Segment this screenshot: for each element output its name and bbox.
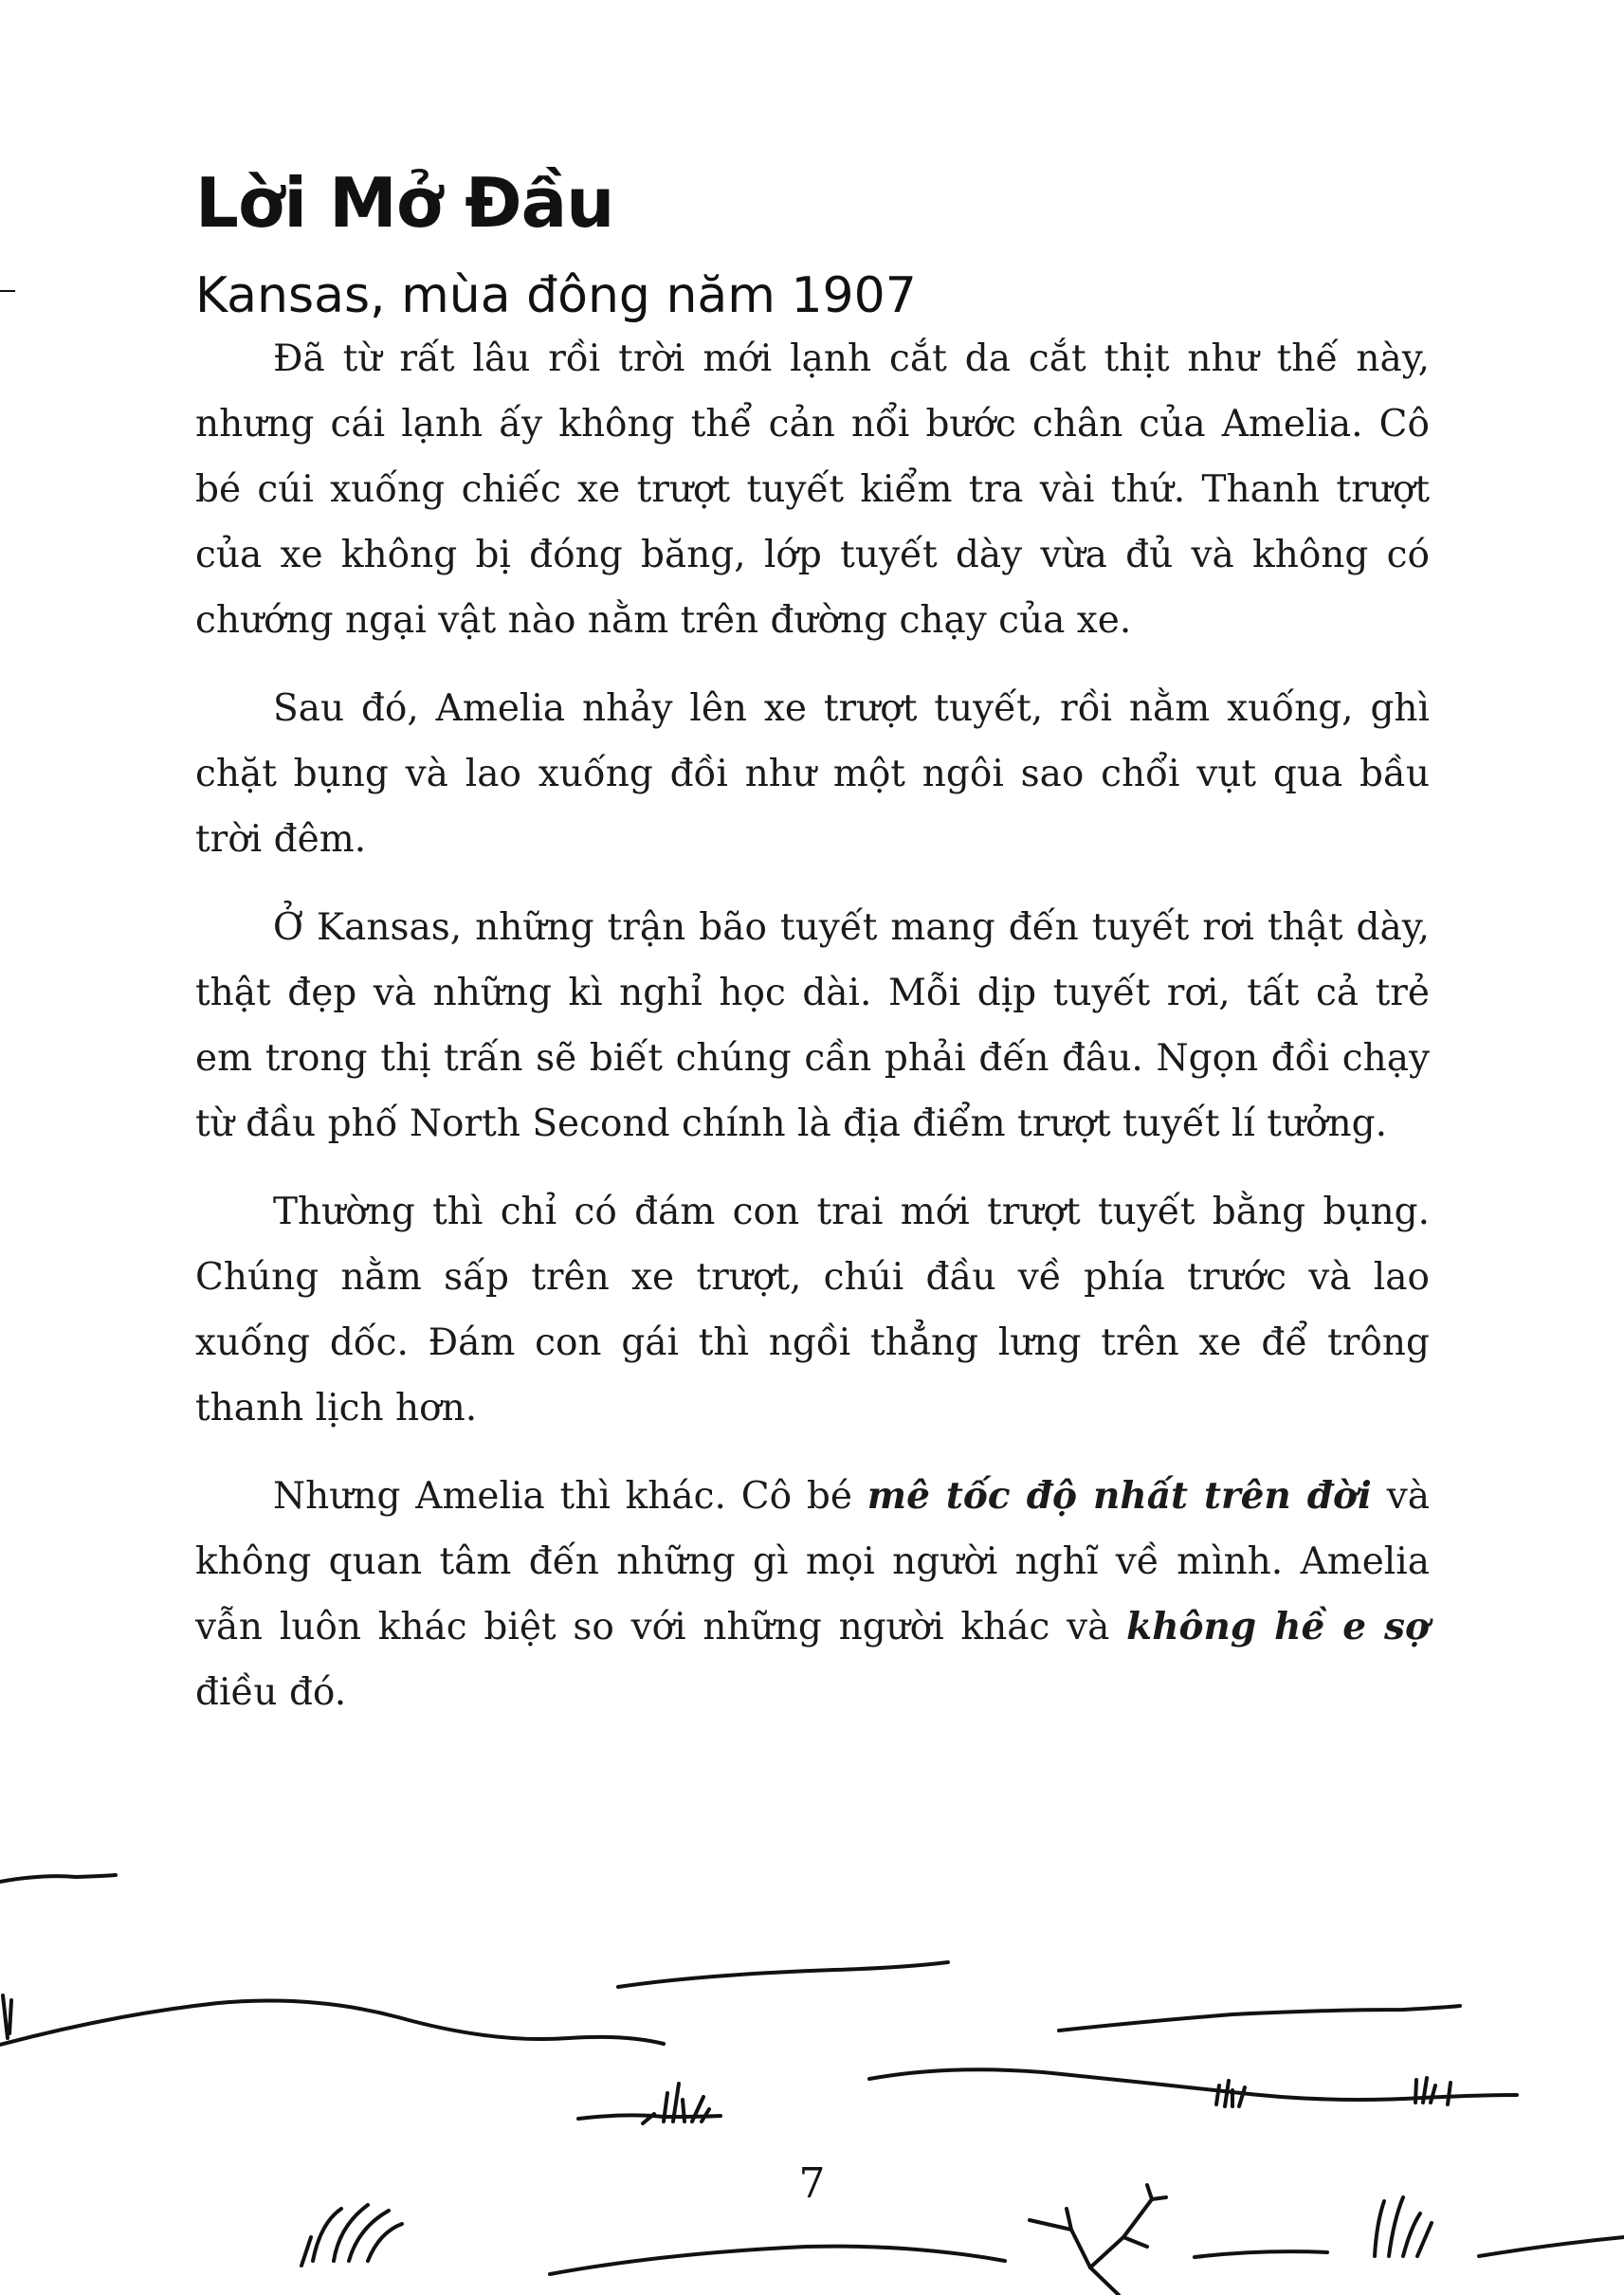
paragraph-4: Thường thì chỉ có đám con trai mới trượt tuyết bằng bụng. Chúng nằm sấp trên xe trượt, chúi đầu về phía trước và lao xuống dốc. Đám con gái thì ngồi thẳng lưng trên xe để trông thanh lịch hơn. [195, 1191, 1430, 1430]
hill-line [550, 2247, 1005, 2274]
paragraph-3: Ở Kansas, những trận bão tuyết mang đến tuyết rơi thật dày, thật đẹp và những kì nghỉ học dài. Mỗi dịp tuyết rơi, tất cả trẻ em trong thị trấn sẽ biết chúng cần phải đến đâu. Ngọn đồi chạy từ đầu phố North Second chính là địa điểm trượt tuyết lí tưởng. [195, 906, 1430, 1145]
hill-line [1195, 2251, 1327, 2257]
edge-tick [9, 2000, 11, 2033]
emphasis-fearless: không hề e sợ [1126, 1605, 1430, 1648]
edge-tick [3, 1995, 8, 2038]
grass-tuft-right-2 [1415, 2078, 1451, 2104]
paragraph-2: Sau đó, Amelia nhảy lên xe trượt tuyết, rồi nằm xuống, ghì chặt bụng và lao xuống đồi như một ngôi sao chổi vụt qua bầu trời đêm. [195, 687, 1430, 861]
hill-line [0, 2001, 664, 2045]
paragraph-5-part-1: Nhưng Amelia thì khác. Cô bé [273, 1475, 867, 1518]
chapter-subtitle: Kansas, mùa đông năm 1907 [195, 267, 917, 324]
grass-tuft-bottom-left [301, 2205, 402, 2266]
page-number: 7 [798, 2159, 826, 2208]
chapter-title: Lời Mở Đầu [195, 163, 614, 243]
hill-line [1059, 2006, 1460, 2031]
emphasis-speed: mê tốc độ nhất trên đời [867, 1474, 1372, 1518]
paragraph-5-part-2: và không quan tâm đến những gì mọi người nghĩ về mình. Amelia vẫn luôn khác biệt so với những người khác và [195, 1475, 1431, 1648]
hill-line [618, 1962, 948, 1987]
paragraph-5-part-3: điều đó. [195, 1671, 347, 1714]
hill-line [0, 1875, 116, 1882]
hill-line [869, 2069, 1517, 2100]
hill-line [1479, 2237, 1624, 2256]
paragraph-1: Đã từ rất lâu rồi trời mới lạnh cắt da cắt thịt như thế này, nhưng cái lạnh ấy không thể cản nổi bước chân của Amelia. Cô bé cúi xuống chiếc xe trượt tuyết kiểm tra vài thứ. Thanh trượt của xe không bị đóng băng, lớp tuyết dày vừa đủ và không có chướng ngại vật nào nằm trên đường chạy của xe. [195, 337, 1430, 642]
